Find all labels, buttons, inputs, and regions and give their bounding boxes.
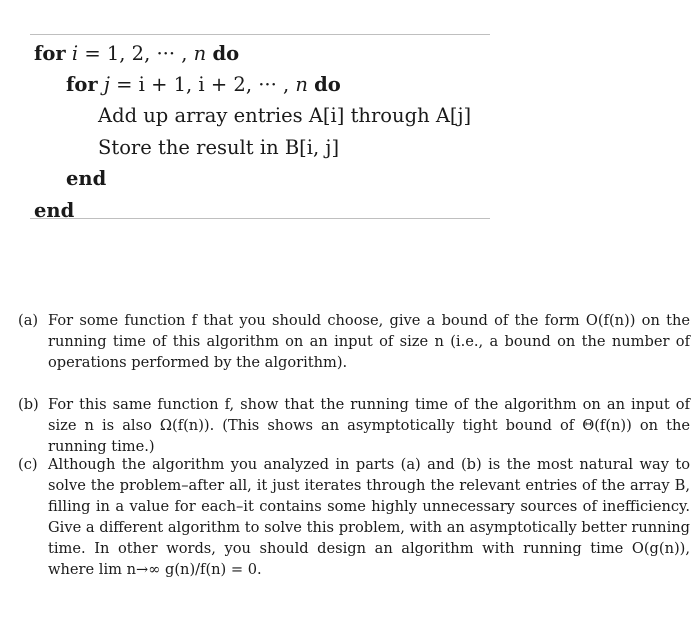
- question-b-text: For this same function f, show that the running time of the algorithm on an input of size n is also Ω(f(n)). (This shows an asymptotically tight bound of Θ(f(n)) on the running time.): [48, 396, 690, 455]
- inner-do-keyword: do: [314, 73, 341, 96]
- inner-for-keyword: for: [66, 73, 98, 96]
- outer-loop-variable: i: [71, 42, 79, 65]
- question-c-label: (c): [18, 456, 38, 473]
- inner-loop-range: = i + 1, i + 2, ··· ,: [109, 73, 296, 96]
- top-rule: [30, 34, 490, 35]
- question-a: [18, 310, 690, 373]
- bottom-rule: [30, 218, 490, 219]
- question-b: [18, 394, 690, 457]
- question-c: [18, 454, 690, 580]
- algorithm-body-line-2: Store the result in B[i, j]: [98, 136, 340, 159]
- question-a-text: For some function f that you should choose, give a bound of the form O(f(n)) on the running time of this algorithm on an input of size n (i.e., a bound on the number of operations performed by the algorithm).: [48, 312, 690, 371]
- algorithm-body-line-1: Add up array entries A[i] through A[j]: [98, 104, 472, 127]
- inner-loop-variable: j: [103, 73, 110, 96]
- outer-loop-bound: n: [193, 42, 207, 65]
- inner-end-keyword: end: [66, 167, 107, 190]
- question-b-label: (b): [18, 396, 39, 413]
- outer-for-keyword: for: [34, 42, 66, 65]
- inner-for-line: [66, 73, 341, 97]
- outer-for-line: [34, 42, 239, 66]
- outer-end-keyword: end: [34, 199, 75, 222]
- inner-loop-bound: n: [295, 73, 308, 96]
- question-c-text: Although the algorithm you analyzed in parts (a) and (b) is the most natural way to solve the problem–after all, it just iterates through the relevant entries of the array B, filling in a value for each–it contains some highly unnecessary sources of inefficiency. Give a different algorithm to solve this problem, with an asymptotically better running time. In other words, you should design an algorithm with running time O(g(n)), where lim n→∞ g(n)/f(n) = 0.: [48, 456, 690, 578]
- outer-loop-range: = 1, 2, ··· ,: [78, 42, 194, 65]
- outer-do-keyword: do: [212, 42, 240, 65]
- question-a-label: (a): [18, 312, 39, 329]
